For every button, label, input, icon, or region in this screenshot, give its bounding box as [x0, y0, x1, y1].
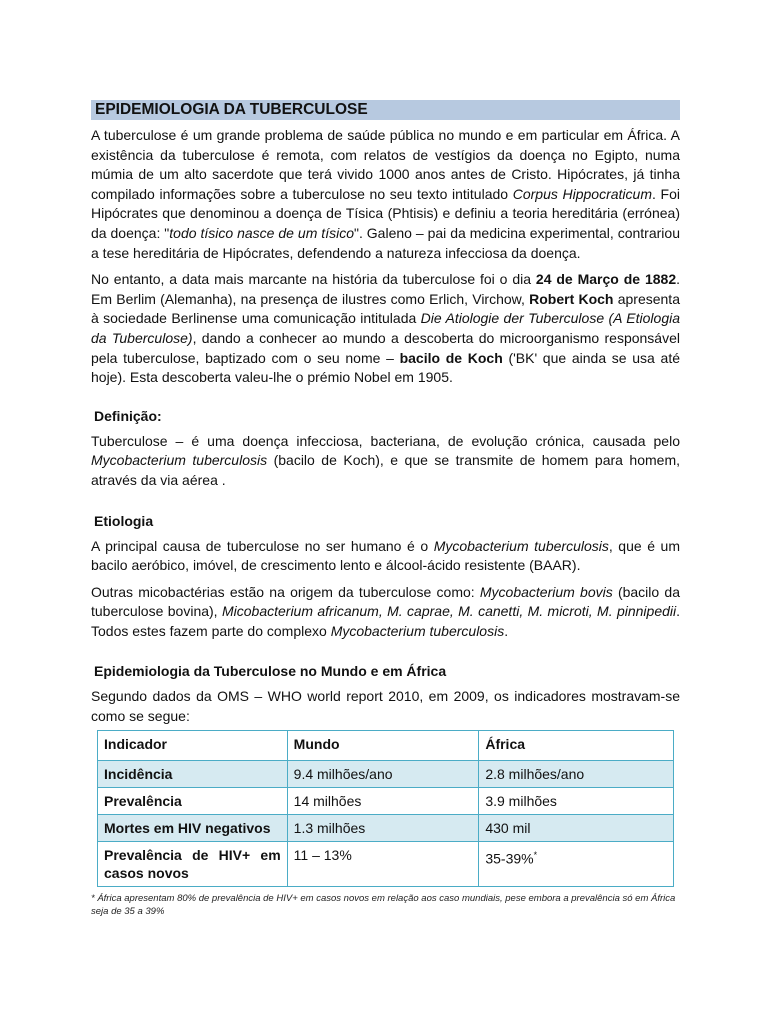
italic-run: Micobacterium africanum, M. caprae, M. canetti, M. microti, M. pinnipedii: [221, 603, 677, 620]
table-cell: Prevalência: [98, 787, 288, 814]
page-title: EPIDEMIOLOGIA DA TUBERCULOSE: [91, 100, 680, 120]
italic-run: Mycobacterium bovis: [479, 583, 613, 600]
italic-run: Die Atiologie der Tuberculose (A Etiologia da Tuberculose): [91, 310, 681, 346]
table-cell: [479, 841, 674, 886]
etiologia-paragraph-2: [91, 583, 680, 642]
text-run: ". Galeno – pai da medicina experimental, contrariou a tese hereditária de Hipócrates, defendendo a natureza infecciosa da doença.: [91, 224, 680, 261]
table-row: [98, 841, 674, 886]
italic-run: Mycobacterium tuberculosis: [91, 452, 268, 469]
text-run: .: [504, 622, 509, 639]
table-cell: 11 – 13%: [287, 841, 479, 886]
intro-paragraph-2: [91, 270, 680, 388]
footnote: * África apresentam 80% de prevalência de HIV+ em casos novos em relação aos caso mundiais, pese embora a prevalência só em África seja de 35 a 39%: [91, 892, 676, 917]
table-cell: 3.9 milhões: [479, 787, 674, 814]
text-run: , dando a conhecer ao mundo a descoberta do microorganismo responsável pela tuberculose, baptizado com o seu nome –: [91, 329, 680, 366]
indicators-table: [97, 730, 674, 887]
section-title-etiologia: Etiologia: [94, 512, 154, 529]
text-run: No entanto, a data mais marcante na história da tuberculose foi o dia: [91, 271, 536, 288]
section-title-definicao: Definição:: [94, 407, 162, 424]
table-header-cell: Indicador: [98, 730, 288, 760]
text-run: Tuberculose – é uma doença infecciosa, bacteriana, de evolução crónica, causada pelo: [91, 432, 680, 449]
text-run: (bacilo de Koch), e que se transmite de homem para homem, através da via aérea .: [91, 452, 680, 488]
table-header-cell: Mundo: [287, 730, 479, 760]
text-run: A tuberculose é um grande problema de saúde pública no mundo e em particular em África. A existência da tuberculose é remota, com relatos de vestígios da doença no Egipto, numa múmia de um alto sacerdote que terá vivido 1000 anos antes de Cristo. Hipócrates, já tinha compilado informações sobre a tuberculose no seu texto intitulado: [91, 127, 680, 202]
table-cell: 9.4 milhões/ano: [287, 760, 479, 787]
table-cell: 430 mil: [479, 814, 674, 841]
etiologia-paragraph-1: [91, 537, 680, 576]
table-cell: Prevalência de HIV+ em casos novos: [98, 841, 288, 886]
table-header-cell: África: [479, 730, 674, 760]
bold-term: bacilo de Koch: [399, 349, 503, 366]
text-run: (bacilo da tuberculose bovina),: [91, 583, 680, 620]
table-cell: 1.3 milhões: [287, 814, 479, 841]
table-cell: 2.8 milhões/ano: [479, 760, 674, 787]
table-header-row: [98, 730, 674, 760]
bold-date: 24 de Março de 1882: [535, 271, 677, 288]
table-cell: Incidência: [98, 760, 288, 787]
text-run: ('BK' que ainda se usa até hoje). Esta descoberta valeu-lhe o prémio Nobel em 1905.: [91, 349, 680, 386]
table-row: [98, 787, 674, 814]
text-run: apresenta à sociedade Berlinense uma comunicação intitulada: [91, 290, 680, 327]
italic-run: Mycobacterium tuberculosis: [330, 622, 505, 639]
text-run: A principal causa de tuberculose no ser humano é o: [91, 537, 434, 554]
italic-run: Corpus Hippocraticum: [512, 185, 652, 202]
epidemiologia-intro: Segundo dados da OMS – WHO world report 2010, em 2009, os indicadores mostravam-se como se segue:: [91, 688, 680, 725]
italic-run: Mycobacterium tuberculosis: [433, 537, 609, 554]
intro-paragraph-1: [91, 126, 680, 263]
italic-quote: todo tísico nasce de um tísico: [169, 224, 354, 241]
footnote-marker: *: [533, 849, 538, 860]
cell-value: 35-39%: [485, 850, 534, 867]
table-cell: 14 milhões: [287, 787, 479, 814]
text-run: . Em Berlim (Alemanha), na presença de ilustres como Erlich, Virchow,: [91, 271, 680, 307]
text-run: , que é um bacilo aeróbico, imóvel, de crescimento lento e álcool-ácido resistente (BAAR).: [91, 537, 680, 574]
text-run: . Foi Hipócrates que denominou a doença de Tísica (Phtisis) e definiu a teoria hereditária (errónea) da doença: ": [91, 185, 680, 241]
definicao-paragraph: [91, 432, 680, 491]
table-row: [98, 760, 674, 787]
bold-name: Robert Koch: [529, 290, 614, 307]
table-cell: Mortes em HIV negativos: [98, 814, 288, 841]
table-row: [98, 814, 674, 841]
section-title-epidemiologia: Epidemiologia da Tuberculose no Mundo e em África: [94, 663, 447, 680]
text-run: . Todos estes fazem parte do complexo: [91, 603, 681, 639]
text-run: Outras micobactérias estão na origem da tuberculose como:: [91, 583, 480, 600]
